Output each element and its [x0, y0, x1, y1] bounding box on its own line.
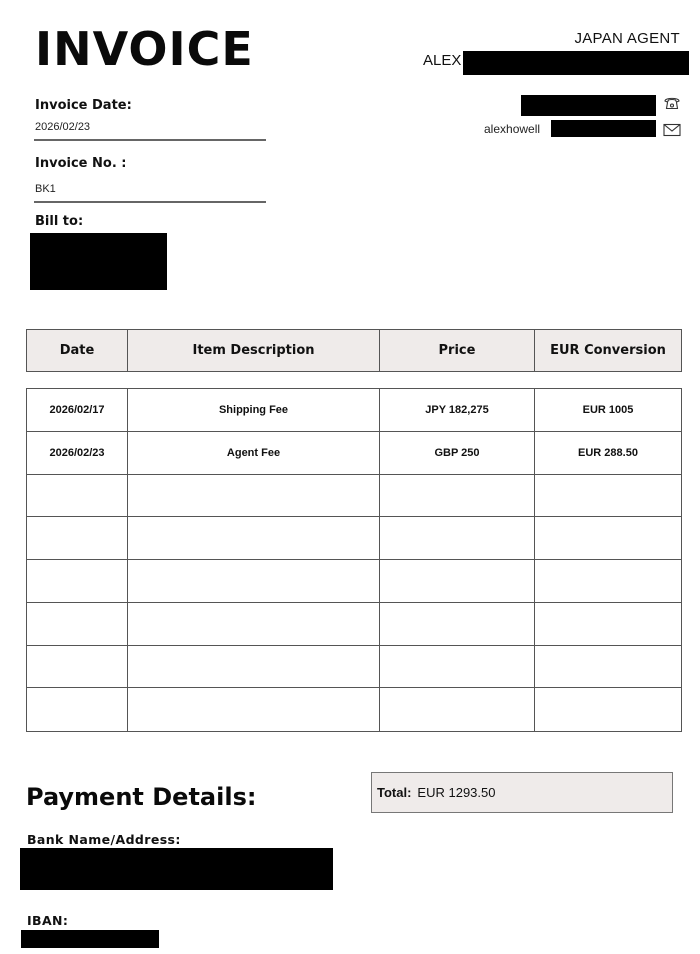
column-header-description: Item Description	[128, 330, 380, 371]
cell-date: 2026/02/17	[27, 389, 128, 431]
cell-eur-conversion: EUR 288.50	[578, 446, 638, 459]
cell-price	[380, 560, 535, 602]
bill-to-label: Bill to:	[35, 214, 84, 229]
cell-description	[128, 560, 380, 602]
column-header-eur-conversion: EUR Conversion	[550, 343, 666, 358]
column-header-price: Price	[380, 330, 535, 371]
invoice-date-value: 2026/02/23	[35, 121, 91, 133]
line-items-table	[26, 388, 682, 732]
invoice-number-underline	[34, 201, 266, 203]
table-row	[27, 389, 681, 432]
cell-eur-conversion	[535, 560, 681, 602]
payment-details-title: Payment Details:	[26, 783, 257, 811]
agent-name-redacted	[463, 51, 689, 75]
cell-date: 2026/02/23	[27, 432, 128, 474]
bank-details-redacted	[20, 848, 333, 890]
cell-date	[27, 560, 128, 602]
cell-date	[27, 646, 128, 688]
cell-description	[128, 517, 380, 559]
phone-redacted	[521, 95, 656, 116]
cell-price	[380, 688, 535, 731]
invoice-date-label: Invoice Date:	[35, 98, 132, 113]
invoice-date-underline	[34, 139, 266, 141]
cell-date	[27, 688, 128, 731]
table-row	[27, 688, 681, 731]
cell-price	[380, 646, 535, 688]
table-row	[27, 603, 681, 646]
table-row	[27, 517, 681, 560]
total-box	[371, 772, 673, 813]
cell-price	[380, 517, 535, 559]
cell-price	[380, 475, 535, 517]
cell-eur-conversion	[535, 603, 681, 645]
total-label: Total:	[377, 785, 412, 800]
table-row	[27, 432, 681, 475]
bill-to-redacted	[30, 233, 167, 290]
cell-description: Agent Fee	[128, 432, 380, 474]
cell-date	[27, 475, 128, 517]
cell-eur-conversion	[535, 517, 681, 559]
cell-date	[27, 517, 128, 559]
invoice-title: INVOICE	[35, 22, 254, 76]
table-header	[26, 329, 682, 372]
email-redacted	[551, 120, 656, 137]
iban-redacted	[21, 930, 159, 948]
invoice-number-label: Invoice No. :	[35, 156, 127, 171]
cell-description	[128, 603, 380, 645]
cell-description: Shipping Fee	[128, 389, 380, 431]
cell-date	[27, 603, 128, 645]
agent-email-prefix: alexhowell	[484, 122, 541, 136]
cell-price	[380, 603, 535, 645]
column-header-date: Date	[27, 330, 128, 371]
cell-description	[128, 646, 380, 688]
total-value: EUR 1293.50	[417, 785, 496, 800]
agent-name-prefix: ALEX	[423, 52, 462, 69]
iban-label: IBAN:	[27, 913, 69, 928]
table-row	[27, 646, 681, 689]
cell-description	[128, 475, 380, 517]
cell-eur-conversion: EUR 1005	[582, 403, 634, 416]
mail-icon	[663, 123, 681, 137]
cell-eur-conversion	[535, 646, 681, 688]
bank-name-label: Bank Name/Address:	[27, 832, 181, 847]
invoice-number-value: BK1	[35, 183, 56, 195]
cell-eur-conversion	[535, 688, 681, 731]
phone-icon	[663, 96, 681, 110]
cell-description	[128, 688, 380, 731]
cell-eur-conversion	[535, 475, 681, 517]
agent-role: JAPAN AGENT	[574, 30, 680, 47]
table-row	[27, 560, 681, 603]
table-row	[27, 475, 681, 518]
cell-price: GBP 250	[380, 432, 535, 474]
cell-price: JPY 182,275	[380, 389, 535, 431]
